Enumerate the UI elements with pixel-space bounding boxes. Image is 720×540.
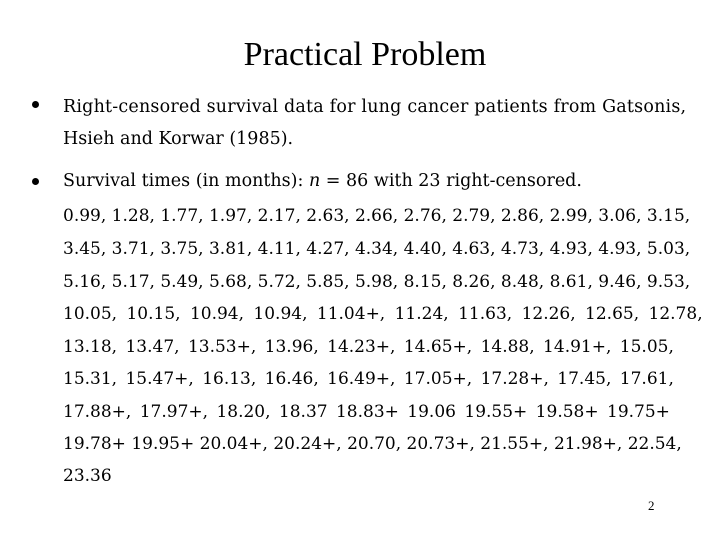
page-number: 2 (648, 498, 655, 513)
bullet-2-dot (32, 178, 39, 185)
bullet-2-prefix: Survival times (in months): (63, 171, 309, 191)
data-line-7: 17.88+, 17.97+, 18.20, 18.37 18.83+ 19.06 19.55+ 19.58+ 19.75+ (63, 402, 670, 422)
bullet-2-line (63, 173, 582, 191)
bullet-1-line-2: Hsieh and Korwar (1985). (63, 129, 294, 149)
data-line-9: 23.36 (63, 466, 112, 486)
data-line-4: 10.05, 10.15, 10.94, 10.94, 11.04+, 11.24, 11.63, 12.26, 12.65, 12.78, (63, 304, 703, 324)
bullet-1-line-1: Right-censored survival data for lung cancer patients from Gatsonis, (63, 97, 687, 117)
data-line-2: 3.45, 3.71, 3.75, 3.81, 4.11, 4.27, 4.34, 4.40, 4.63, 4.73, 4.93, 4.93, 5.03, (63, 239, 691, 259)
data-line-5: 13.18, 13.47, 13.53+, 13.96, 14.23+, 14.65+, 14.88, 14.91+, 15.05, (63, 337, 674, 357)
bullet-2-suffix: = 86 with 23 right-censored. (320, 171, 582, 191)
bullet-2-math-variable: n (308, 171, 321, 191)
data-line-8: 19.78+ 19.95+ 20.04+, 20.24+, 20.70, 20.73+, 21.55+, 21.98+, 22.54, (63, 434, 682, 454)
data-line-1: 0.99, 1.28, 1.77, 1.97, 2.17, 2.63, 2.66, 2.76, 2.79, 2.86, 2.99, 3.06, 3.15, (63, 206, 691, 226)
data-line-6: 15.31, 15.47+, 16.13, 16.46, 16.49+, 17.05+, 17.28+, 17.45, 17.61, (63, 369, 674, 389)
data-line-3: 5.16, 5.17, 5.49, 5.68, 5.72, 5.85, 5.98, 8.15, 8.26, 8.48, 8.61, 9.46, 9.53, (63, 272, 691, 292)
slide-title: Practical Problem (243, 36, 487, 73)
bullet-1-dot (32, 101, 39, 108)
